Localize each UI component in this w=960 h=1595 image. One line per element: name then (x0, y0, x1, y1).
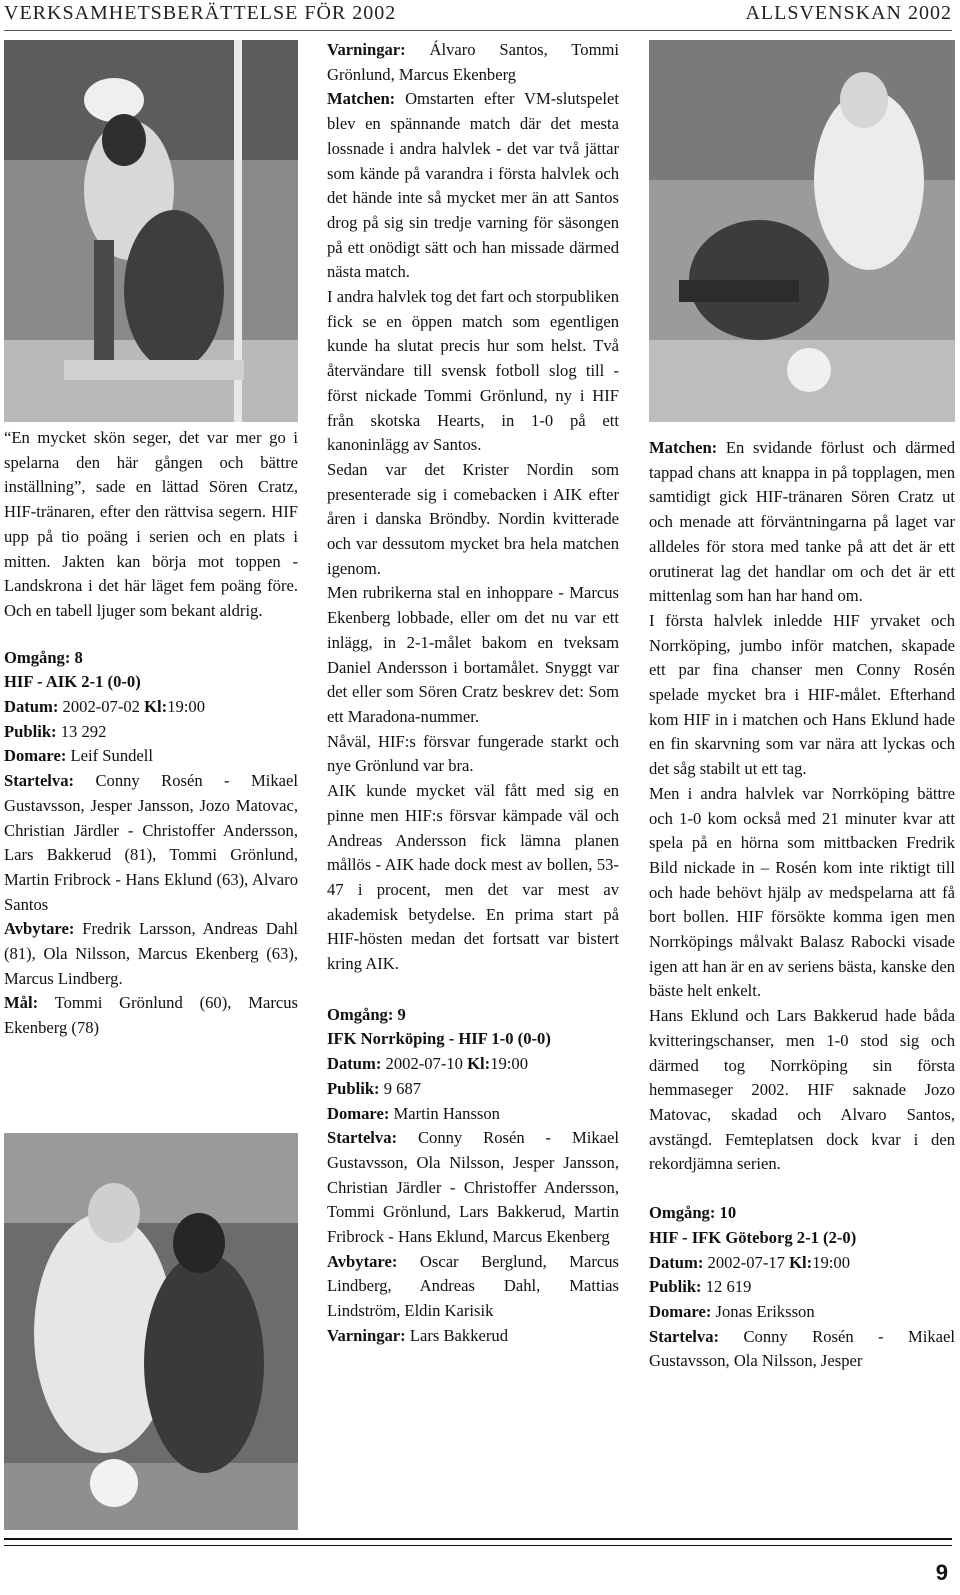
warnings-value: Lars Bakkerud (409, 1325, 508, 1345)
header-section: ALLSVENSKAN 2002 (745, 2, 952, 24)
crowd-value: 12 619 (705, 1277, 752, 1297)
lineup-label: Startelva: (327, 1128, 398, 1148)
header-title: VERKSAMHETSBERÄTTELSE FÖR 2002 (4, 2, 397, 24)
coach-quote: “En mycket skön seger, det var mer go i spelarna den här gången och bättre inställning”, sade en lättad Sören Cratz, HIF-tränaren, efter den rättvisa segern. HIF upp på tio poäng i serien och en plats i mitten. Jakten kan börja mot toppen - Landskrona i det här läget fem poäng före. Och en tabell ljuger som bekant aldrig. (4, 428, 298, 620)
time-value: 19:00 (490, 1054, 528, 1074)
match-date (4, 695, 298, 720)
subs-value: Oscar Berglund, Marcus Lindberg, Andreas Dahl, Mattias Lindström, Eldin Karisik (327, 1251, 619, 1321)
photo-heading-duel (4, 40, 298, 422)
lineup-value: Conny Rosén - Mikael Gustavsson, Jesper Jansson, Jozo Matovac, Christian Järdler - Christoffer Andersson, Lars Bakkerud (81), Tommi Grönlund, Martin Fribrock - Hans Eklund (63), Alvaro Santos (4, 771, 298, 914)
goals-value: Tommi Grönlund (60), Marcus Ekenberg (78) (4, 993, 298, 1038)
round-label: Omgång: 10 (649, 1203, 737, 1223)
match-report-p6: AIK kunde mycket väl fått med sig en pinne men HIF:s försvar kämpade väl och Andreas Andersson fick lämna planen mållös - AIK hade dock mest av bollen, 53-47 i procent, men det var mest av akademisk betydelse. En prima start på HIF-hösten medan det fortsatt var bistert kring AIK. (327, 781, 619, 974)
match-report-text: Omstarten efter VM-slutspelet blev en spännande match där det mesta lossnade i andra halvlek - det var två jättar som kände på varandra i första halvlek och det hände inte så mycket mer än att Santos drog på sig sin tredje varning för säsongen på ett onödigt sätt och han missade därmed nästa match. (327, 89, 619, 282)
round-heading (327, 1003, 619, 1028)
match-report-label: Matchen: (327, 89, 396, 109)
match-report-p2: I andra halvlek tog det fart och storpubliken fick se en öppen match som egentligen kunde ha slutat precis hur som helst. Två återvändare till svensk fotboll slog till - först nickade Tommi Grönlund, ny i HIF från skotska Hearts, in 1-0 på ett kanoninlägg av Santos. (327, 287, 619, 455)
photo-tackle (649, 40, 955, 422)
match-crowd (327, 1077, 619, 1102)
match-report-p4: Men rubrikerna stal en inhoppare - Marcus Ekenberg lobbade, eller om det nu var ett inlägg, in 2-1-målet bakom en tveksam Daniel Andersson i bortamålet. Snyggt var det eller som Sören Cratz beskrev det: Som ett Maradona-nummer. (327, 583, 619, 726)
match-heading (327, 1027, 619, 1052)
match-date (649, 1251, 955, 1276)
warnings-value: Álvaro Santos, Tommi Grönlund, Marcus Ekenberg (327, 40, 619, 84)
footer-rule (4, 1538, 952, 1540)
subs-label: Avbytare: (327, 1251, 398, 1271)
match-referee (4, 744, 298, 769)
photo-midfield-duel (4, 1133, 298, 1530)
crowd-value: 13 292 (60, 721, 107, 741)
subs-label: Avbytare: (4, 919, 75, 939)
match-report-p4: Hans Eklund och Lars Bakkerud hade båda kvitteringschanser, men 1-0 stod sig och därmed tog Norrköping sin första hemmaseger 2002. HIF saknade Jozo Matovac, skadad och Alvaro Santos, avstängd. Femteplatsen dock kvar i den rekordjämna serien. (649, 1006, 955, 1174)
date-value: 2002-07-17 (707, 1252, 785, 1272)
column-3 (649, 436, 955, 1374)
date-label: Datum: (327, 1054, 382, 1074)
match-report-p1 (649, 436, 955, 609)
subs-value: Fredrik Larsson, Andreas Dahl (81), Ola Nilsson, Marcus Ekenberg (63), Marcus Lindberg. (4, 919, 298, 988)
round-heading (649, 1201, 955, 1226)
round-heading (4, 646, 298, 671)
crowd-label: Publik: (4, 721, 57, 741)
column-2 (327, 38, 619, 1349)
match-report-text: En svidande förlust och därmed tappad chans att knappa in på topplagen, men samtidigt gick HIF-tränaren Sören Cratz ut och menade att förväntningarna på laget var alldeles för stora med tanke på att det är ett orutinerat lag det handlar om och det är ett mittenlag som han har hand om. (649, 438, 955, 606)
match-lineup (4, 769, 298, 917)
time-value: 19:00 (812, 1252, 850, 1272)
time-value: 19:00 (167, 697, 205, 717)
match-report-p5: Nåväl, HIF:s försvar fungerade starkt och nye Grönlund var bra. (327, 731, 619, 776)
match-warnings (327, 1324, 619, 1349)
match-report-p2: I första halvlek inledde HIF yrvaket och Norrköping, jumbo inför matchen, skapade ett par fina chanser men Conny Rosén spelade mycket bra i HIF-målet. Efterhand kom HIF in i matchen och Hans Eklund hade en fin skarvning som var nära att lyckas och det såg stabilt ut ett tag. (649, 610, 955, 779)
goals-label: Mål: (4, 993, 39, 1013)
time-label: Kl: (467, 1054, 491, 1074)
match-referee (649, 1300, 955, 1325)
page-number: 9 (935, 1560, 948, 1585)
lineup-value: Conny Rosén - Mikael Gustavsson, Ola Nilsson, Jesper (649, 1326, 955, 1371)
match-subs (4, 917, 298, 991)
match-heading (649, 1226, 955, 1251)
match-goals (4, 991, 298, 1040)
match-lineup (649, 1325, 955, 1374)
match-heading (4, 670, 298, 695)
lineup-value: Conny Rosén - Mikael Gustavsson, Ola Nilsson, Jesper Jansson, Christian Järdler - Christoffer Andersson, Tommi Grönlund, Lars Bakkerud, Martin Fribrock - Hans Eklund, Marcus Ekenberg (327, 1128, 619, 1247)
referee-value: Martin Hansson (393, 1103, 500, 1123)
footer-rule-thin (4, 1545, 952, 1546)
lineup-label: Startelva: (649, 1326, 720, 1346)
header-rule (4, 30, 952, 31)
lineup-label: Startelva: (4, 771, 75, 791)
date-value: 2002-07-10 (385, 1054, 463, 1074)
date-label: Datum: (649, 1252, 704, 1272)
match-result: HIF - IFK Göteborg 2-1 (2-0) (649, 1227, 857, 1247)
match-report-p3: Men i andra halvlek var Norrköping bättre och 1-0 kom också med 21 minuter kvar att spela på en hörna som mittbacken Fredrik Bild nickade in – Rosén kom inte riktigt till och hade behövt hjälp av medspelarna att få bort bollen. HIF försökte komma igen men Norrköpings målvakt Balasz Rabocki visade igen att han är en av seriens bästa, kanske den bäste helt enkelt. (649, 783, 955, 1001)
match-report-p1 (327, 87, 619, 285)
date-value: 2002-07-02 (62, 697, 140, 717)
crowd-label: Publik: (327, 1078, 380, 1098)
round-label: Omgång: 9 (327, 1004, 406, 1024)
referee-label: Domare: (4, 746, 67, 766)
time-label: Kl: (144, 697, 168, 717)
time-label: Kl: (789, 1252, 813, 1272)
match-lineup (327, 1126, 619, 1250)
column-1 (4, 426, 298, 1041)
warnings-label: Varningar: (327, 1325, 406, 1345)
referee-label: Domare: (327, 1103, 390, 1123)
match-crowd (4, 720, 298, 745)
date-label: Datum: (4, 697, 59, 717)
round-label: Omgång: 8 (4, 647, 83, 667)
referee-value: Jonas Eriksson (715, 1301, 815, 1321)
match-date (327, 1052, 619, 1077)
referee-label: Domare: (649, 1301, 712, 1321)
running-header (0, 0, 960, 34)
match-report-label: Matchen: (649, 438, 718, 457)
crowd-value: 9 687 (383, 1078, 422, 1098)
match-referee (327, 1102, 619, 1127)
match-report-p3: Sedan var det Krister Nordin som presenterade sig i comebacken i AIK efter åren i danska Bröndby. Nordin kvitterade och var dessutom mycket bra hela matchen igenom. (327, 459, 619, 578)
referee-value: Leif Sundell (70, 746, 154, 766)
match-warnings (327, 38, 619, 87)
match-result: IFK Norrköping - HIF 1-0 (0-0) (327, 1029, 551, 1049)
match-result: HIF - AIK 2-1 (0-0) (4, 672, 141, 692)
crowd-label: Publik: (649, 1277, 702, 1297)
warnings-label: Varningar: (327, 40, 406, 59)
match-crowd (649, 1275, 955, 1300)
match-subs (327, 1250, 619, 1324)
